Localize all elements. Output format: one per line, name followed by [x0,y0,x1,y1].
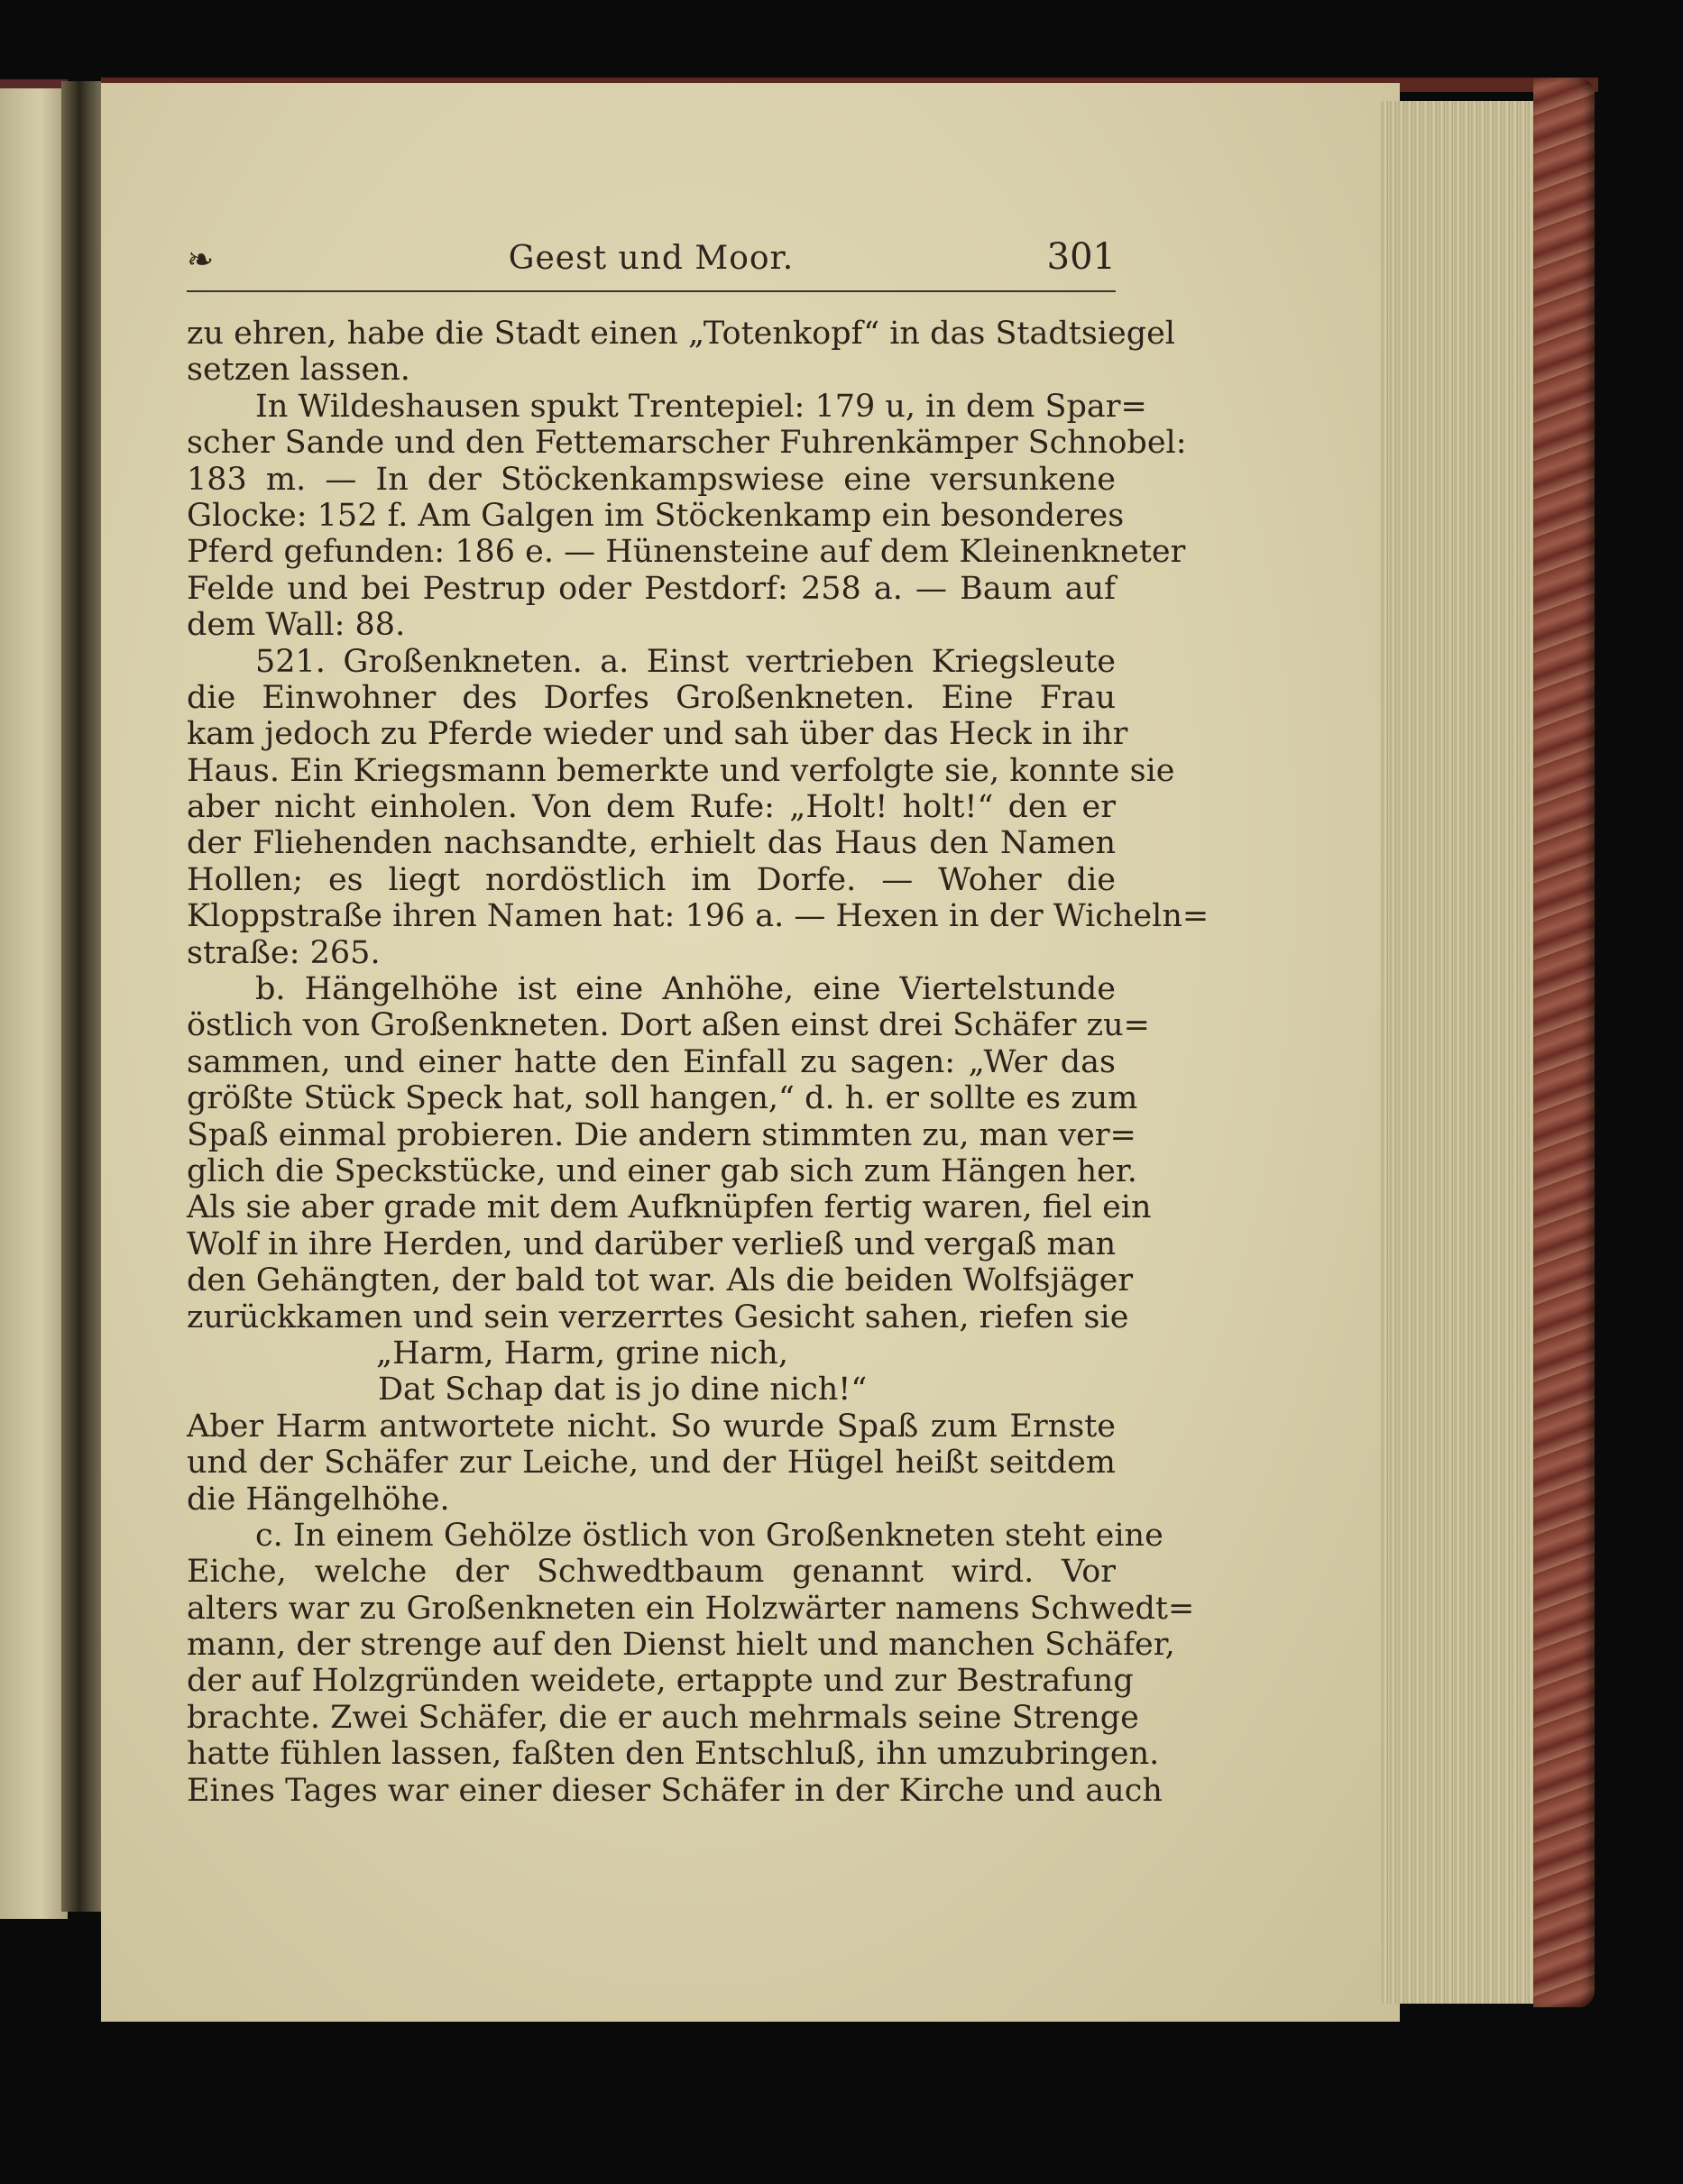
book-cover-edge [1533,78,1595,2007]
ornament-icon: ❧ [187,242,215,279]
text-line: glich die Speckstücke, und einer gab sich zum Hängen her. [187,1152,1137,1189]
text-line: aber nicht einholen. Von dem Rufe: „Holt! holt!“ den er [187,789,1116,826]
text-line: hatte fühlen lassen, faßten den Entschluß, ihn umzubringen. [187,1736,1160,1773]
text-line: Eiche, welche der Schwedtbaum genannt wird. Vor [187,1554,1116,1591]
text-line: und der Schäfer zur Leiche, und der Hügel heißt seitdem [187,1445,1116,1482]
text-line: Kloppstraße ihren Namen hat: 196 a. — Hexen in der Wicheln= [187,898,1209,935]
text-line: c. In einem Gehölze östlich von Großenkneten steht eine [255,1517,1163,1554]
left-page-edge [0,79,68,1919]
text-line: kam jedoch zu Pferde wieder und sah über das Heck in ihr [187,716,1128,753]
text-line: Aber Harm antwortete nicht. So wurde Spaß zum Ernste [187,1408,1116,1445]
text-line: Haus. Ein Kriegsmann bemerkte und verfolgte sie, konnte sie [187,752,1175,789]
book-gutter [61,81,106,1912]
text-line: brachte. Zwei Schäfer, die er auch mehrmals seine Strenge [187,1699,1139,1736]
text-line: der Fliehenden nachsandte, erhielt das Haus den Namen [187,825,1116,862]
text-line: sammen, und einer hatte den Einfall zu sagen: „Wer das [187,1043,1116,1080]
text-line: In Wildeshausen spukt Trentepiel: 179 u, in dem Spar= [255,388,1147,425]
text-line: Eines Tages war einer dieser Schäfer in der Kirche und auch [187,1772,1163,1809]
text-line: b. Hängelhöhe ist eine Anhöhe, eine Viertelstunde [255,971,1116,1008]
section-start: 521. Großenkneten. a. Einst vertrieben Kriegsleute [255,643,1116,680]
text-line: Glocke: 152 f. Am Galgen im Stöckenkamp ein besonderes [187,497,1125,534]
running-title: Geest und Moor. [508,240,795,277]
text-line: Wolf in ihre Herden, und darüber verließ und vergaß man [187,1225,1117,1262]
text-line: der auf Holzgründen weidete, ertappte und zur Bestrafung [187,1663,1134,1700]
text-line: den Gehängten, der bald tot war. Als die beiden Wolfsjäger [187,1262,1134,1299]
text-line: 183 m. — In der Stöckenkampswiese eine versunkene [187,461,1116,498]
verse-line: „Harm, Harm, grine nich, [376,1335,788,1372]
page-number: 301 [1046,236,1116,278]
text-line: zurückkamen und sein verzerrtes Gesicht sahen, riefen sie [187,1298,1129,1335]
text-line: alters war zu Großenkneten ein Holzwärter namens Schwedt= [187,1590,1195,1627]
text-line: setzen lassen. [187,352,410,389]
text-line: größte Stück Speck hat, soll hangen,“ d. h. er sollte es zum [187,1080,1138,1117]
running-header [187,236,1116,292]
text-line: die Einwohner des Dorfes Großenkneten. Eine Frau [187,679,1116,716]
text-line: straße: 265. [187,934,381,971]
text-line: östlich von Großenkneten. Dort aßen einst drei Schäfer zu= [187,1007,1150,1044]
text-line: Als sie aber grade mit dem Aufknüpfen fertig waren, fiel ein [187,1189,1152,1226]
text-line: die Hängelhöhe. [187,1481,450,1518]
text-line: dem Wall: 88. [187,607,406,644]
text-line: mann, der strenge auf den Dienst hielt und manchen Schäfer, [187,1627,1175,1664]
text-line: Felde und bei Pestrup oder Pestdorf: 258 a. — Baum auf [187,570,1116,607]
page-body [187,316,1209,1809]
page-edges [1380,101,1551,2004]
verse-line: Dat Schap dat is jo dine nich!“ [378,1372,868,1409]
text-line: Hollen; es liegt nordöstlich im Dorfe. — Woher die [187,861,1116,898]
text-line: scher Sande und den Fettemarscher Fuhrenkämper Schnobel: [187,425,1187,462]
text-line: Pferd gefunden: 186 e. — Hünensteine auf dem Kleinenkneter [187,534,1186,571]
text-line: Spaß einmal probieren. Die andern stimmten zu, man ver= [187,1116,1136,1153]
text-line: zu ehren, habe die Stadt einen „Totenkopf“ in das Stadtsiegel [187,316,1176,352]
